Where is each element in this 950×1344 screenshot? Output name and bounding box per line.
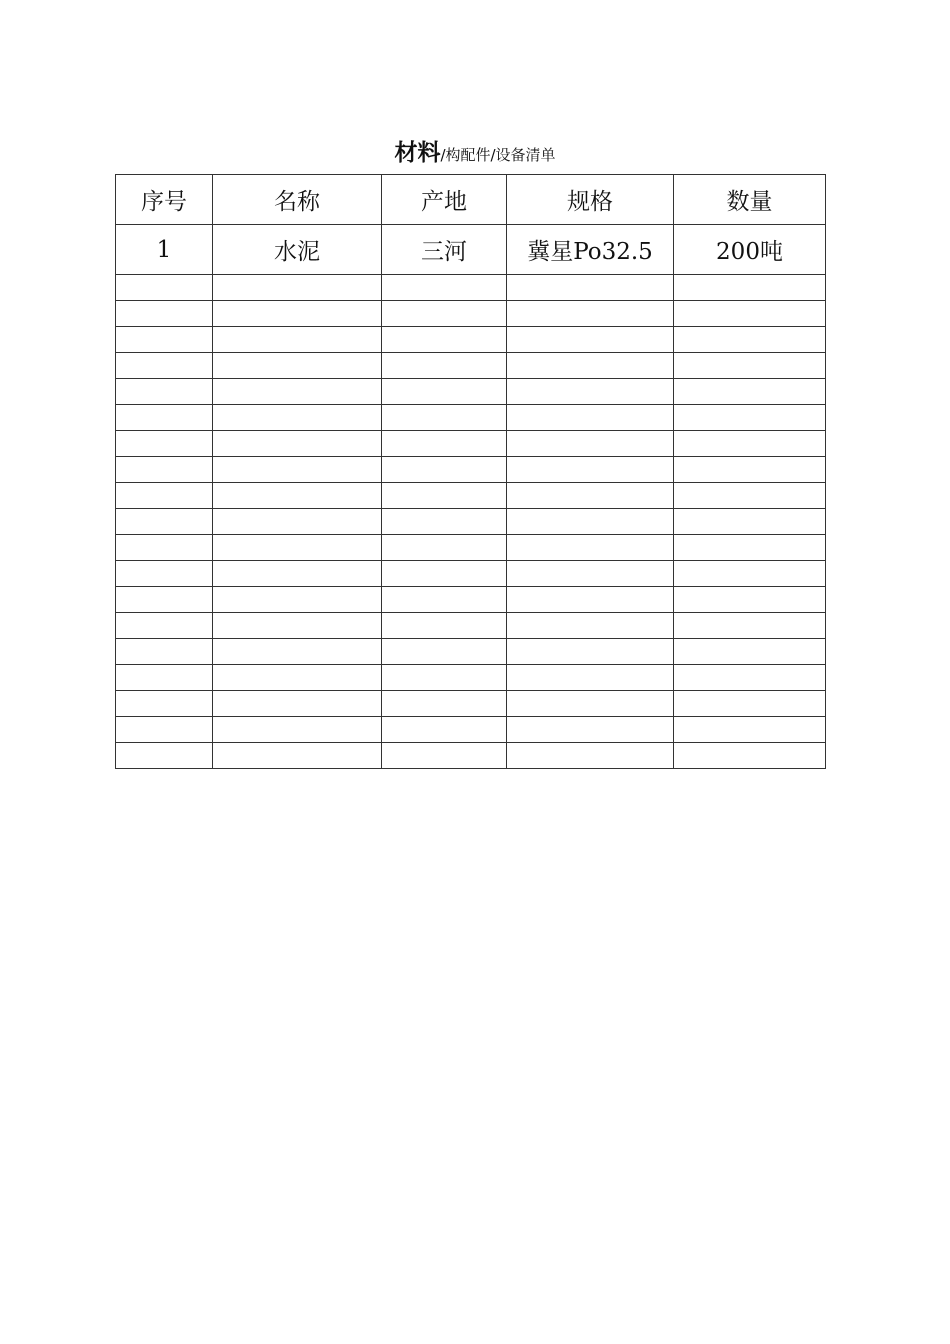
cell-quantity-empty xyxy=(674,483,826,509)
cell-serial-number-empty xyxy=(116,353,213,379)
cell-origin-empty xyxy=(382,327,507,353)
cell-specification-empty xyxy=(507,691,674,717)
cell-specification-empty xyxy=(507,275,674,301)
cell-serial-number-empty xyxy=(116,743,213,769)
header-quantity: 数量 xyxy=(674,175,826,225)
cell-serial-number-empty xyxy=(116,639,213,665)
header-specification: 规格 xyxy=(507,175,674,225)
empty-table-row xyxy=(116,535,826,561)
title-main: 材料 xyxy=(394,140,441,166)
materials-table xyxy=(115,174,826,769)
header-row xyxy=(116,175,826,225)
cell-name-empty xyxy=(213,535,382,561)
empty-table-row xyxy=(116,691,826,717)
cell-serial-number-empty xyxy=(116,665,213,691)
cell-origin-empty xyxy=(382,613,507,639)
cell-quantity-empty xyxy=(674,457,826,483)
cell-name-empty xyxy=(213,509,382,535)
cell-origin-empty xyxy=(382,717,507,743)
cell-name-empty xyxy=(213,327,382,353)
cell-quantity-empty xyxy=(674,535,826,561)
cell-serial-number-empty xyxy=(116,327,213,353)
cell-quantity-empty xyxy=(674,509,826,535)
empty-table-row xyxy=(116,509,826,535)
cell-name-empty xyxy=(213,743,382,769)
cell-origin-empty xyxy=(382,639,507,665)
cell-quantity-empty xyxy=(674,561,826,587)
cell-name-empty xyxy=(213,379,382,405)
cell-origin-empty xyxy=(382,301,507,327)
cell-quantity-empty xyxy=(674,587,826,613)
cell-quantity-empty xyxy=(674,691,826,717)
cell-origin-empty xyxy=(382,509,507,535)
cell-origin-empty xyxy=(382,691,507,717)
cell-serial-number-empty xyxy=(116,431,213,457)
cell-serial-number: 1 xyxy=(116,225,213,275)
cell-origin-empty xyxy=(382,743,507,769)
cell-specification-empty xyxy=(507,639,674,665)
empty-table-row xyxy=(116,327,826,353)
cell-quantity-empty xyxy=(674,301,826,327)
empty-table-row xyxy=(116,275,826,301)
cell-specification: 冀星Po32.5 xyxy=(507,225,674,275)
cell-name-empty xyxy=(213,613,382,639)
cell-serial-number-empty xyxy=(116,561,213,587)
cell-specification-empty xyxy=(507,535,674,561)
cell-name-empty xyxy=(213,353,382,379)
empty-table-row xyxy=(116,431,826,457)
cell-quantity-empty xyxy=(674,717,826,743)
cell-quantity-empty xyxy=(674,431,826,457)
cell-name-empty xyxy=(213,639,382,665)
cell-specification-empty xyxy=(507,665,674,691)
cell-serial-number-empty xyxy=(116,717,213,743)
cell-quantity-empty xyxy=(674,275,826,301)
cell-serial-number-empty xyxy=(116,457,213,483)
cell-origin-empty xyxy=(382,587,507,613)
cell-specification-empty xyxy=(507,613,674,639)
cell-origin-empty xyxy=(382,483,507,509)
cell-origin: 三河 xyxy=(382,225,507,275)
cell-quantity-empty xyxy=(674,743,826,769)
document-title xyxy=(0,134,950,167)
cell-origin-empty xyxy=(382,275,507,301)
cell-name-empty xyxy=(213,483,382,509)
cell-origin-empty xyxy=(382,665,507,691)
cell-name-empty xyxy=(213,691,382,717)
header-origin: 产地 xyxy=(382,175,507,225)
cell-origin-empty xyxy=(382,457,507,483)
cell-origin-empty xyxy=(382,561,507,587)
cell-quantity-empty xyxy=(674,665,826,691)
empty-table-row xyxy=(116,301,826,327)
cell-quantity-empty xyxy=(674,379,826,405)
empty-table-row xyxy=(116,665,826,691)
cell-serial-number-empty xyxy=(116,405,213,431)
cell-name-empty xyxy=(213,665,382,691)
cell-quantity-empty xyxy=(674,327,826,353)
cell-specification-empty xyxy=(507,327,674,353)
cell-origin-empty xyxy=(382,379,507,405)
cell-serial-number-empty xyxy=(116,691,213,717)
table-row xyxy=(116,225,826,275)
cell-quantity-empty xyxy=(674,613,826,639)
cell-specification-empty xyxy=(507,561,674,587)
empty-table-row xyxy=(116,353,826,379)
cell-serial-number-empty xyxy=(116,587,213,613)
cell-name-empty xyxy=(213,717,382,743)
empty-table-row xyxy=(116,743,826,769)
cell-specification-empty xyxy=(507,743,674,769)
cell-name-empty xyxy=(213,405,382,431)
cell-name: 水泥 xyxy=(213,225,382,275)
cell-quantity: 200吨 xyxy=(674,225,826,275)
cell-quantity-empty xyxy=(674,639,826,665)
cell-serial-number-empty xyxy=(116,509,213,535)
cell-specification-empty xyxy=(507,353,674,379)
cell-serial-number-empty xyxy=(116,379,213,405)
cell-serial-number-empty xyxy=(116,535,213,561)
cell-serial-number-empty xyxy=(116,275,213,301)
cell-origin-empty xyxy=(382,535,507,561)
cell-quantity-empty xyxy=(674,405,826,431)
empty-table-row xyxy=(116,639,826,665)
cell-origin-empty xyxy=(382,431,507,457)
empty-table-row xyxy=(116,405,826,431)
cell-name-empty xyxy=(213,301,382,327)
table-body xyxy=(116,225,826,769)
cell-quantity-empty xyxy=(674,353,826,379)
cell-name-empty xyxy=(213,431,382,457)
empty-table-row xyxy=(116,717,826,743)
header-name: 名称 xyxy=(213,175,382,225)
cell-specification-empty xyxy=(507,301,674,327)
cell-specification-empty xyxy=(507,405,674,431)
empty-table-row xyxy=(116,587,826,613)
empty-table-row xyxy=(116,379,826,405)
cell-specification-empty xyxy=(507,509,674,535)
cell-serial-number-empty xyxy=(116,613,213,639)
cell-specification-empty xyxy=(507,483,674,509)
empty-table-row xyxy=(116,483,826,509)
cell-specification-empty xyxy=(507,587,674,613)
cell-specification-empty xyxy=(507,717,674,743)
cell-name-empty xyxy=(213,587,382,613)
empty-table-row xyxy=(116,457,826,483)
cell-specification-empty xyxy=(507,457,674,483)
cell-origin-empty xyxy=(382,353,507,379)
cell-name-empty xyxy=(213,275,382,301)
empty-table-row xyxy=(116,561,826,587)
cell-specification-empty xyxy=(507,431,674,457)
cell-specification-empty xyxy=(507,379,674,405)
cell-name-empty xyxy=(213,561,382,587)
title-subtitle: /构配件/设备清单 xyxy=(440,146,556,164)
header-serial-number: 序号 xyxy=(116,175,213,225)
empty-table-row xyxy=(116,613,826,639)
cell-serial-number-empty xyxy=(116,301,213,327)
cell-serial-number-empty xyxy=(116,483,213,509)
cell-name-empty xyxy=(213,457,382,483)
cell-origin-empty xyxy=(382,405,507,431)
